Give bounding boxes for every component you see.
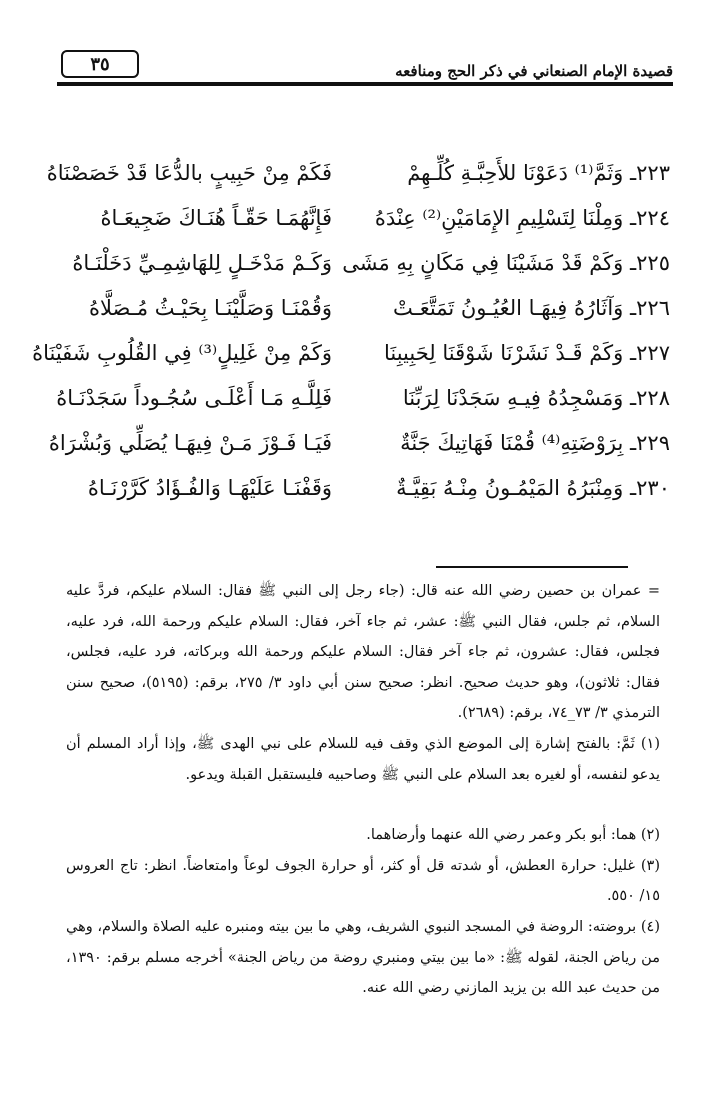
footnote-3: (٣) غليل: حرارة العطش، أو شدته قل أو كثر، أو حرارة الجوف لوعاً وامتعاضاً. انظر: تاج العروس ١٥/ ٥٥٠. xyxy=(66,857,660,905)
verse-second-hemistich: وَقُمْنَـا وَصَلَّيْنَـا بِحَيْـثُ مُـصَلَّاهُ xyxy=(88,295,332,320)
verse-225 xyxy=(40,240,670,285)
footnote-4: (٤) بروضته: الروضة في المسجد النبوي الشريف، وهي ما بين بيته ومنبره عليه الصلاة والسلام، وهي من رياض الجنة، لقوله ﷺ: «ما بين بيتي ومنبري روضة من رياض الجنة» أخرجه مسلم برقم: ١٣٩٠، من حديث عبد الله بن يزيد المازني رضي الله عنه. xyxy=(66,918,660,997)
verse-second-hemistich: وَكَمْ مِنْ غَلِيلٍ⁽³⁾ فِي القُلُوبِ شَفَيْنَاهُ xyxy=(32,340,332,365)
verse-227 xyxy=(32,330,670,375)
page-header xyxy=(57,48,673,88)
verse-223 xyxy=(40,150,670,195)
verse-first-hemistich: ٢٢٤ـ وَمِلْنَا لِتَسْلِيمِ الإِمَامَيْنِ⁽²⁾ عِنْدَهُ xyxy=(374,205,670,230)
header-rule xyxy=(57,82,673,86)
verse-224 xyxy=(40,195,670,240)
verse-second-hemistich: فَلِلَّـهِ مَـا أَعْلَـى سُجُـوداً سَجَدْنَـاهُ xyxy=(56,385,332,410)
verse-226 xyxy=(40,285,670,330)
page-number: ٣٥ xyxy=(61,50,139,78)
footnote-continuation: = عمران بن حصين رضي الله عنه قال: (جاء رجل إلى النبي ﷺ فقال: السلام عليكم، فردَّ عليه السلام، ثم جلس، فقال النبي ﷺ: عشر، ثم جاء آخر، فقال: السلام عليكم ورحمة الله، فرد عليه، فجلس، فقال: عشرون، ثم جاء آخر فقال: السلام عليكم ورحمة الله وبركاته، فرد عليه، فجلس، فقال: ثلاثون)، وهو حديث صحيح. انظر: صحيح سنن أبي داود ٣/ ٢٧٥، برقم: (٥١٩٥)، صحيح سنن الترمذي ٣/ ٧٣_٧٤، برقم: (٢٦٨٩). xyxy=(66,583,661,722)
footnote-gap xyxy=(66,790,660,820)
verse-first-hemistich: ٢٢٦ـ وَآثَارُهُ فِيهَـا العُيُـونُ تَمَتَّعَـتْ xyxy=(392,295,670,320)
verse-second-hemistich: وَكَـمْ مَدْخَـلٍ لِلهَاشِمِـيِّ دَخَلْنَـاهُ xyxy=(72,250,332,275)
verse-first-hemistich: ٢٣٠ـ وَمِنْبَرُهُ المَيْمُـونُ مِنْـهُ بَقِيَّـةٌ xyxy=(396,475,670,500)
footnote-separator xyxy=(436,566,628,568)
verse-second-hemistich: وَقَفْنَـا عَلَيْهَـا وَالفُـؤَادُ كَرَّرْنَـاهُ xyxy=(87,475,332,500)
verse-first-hemistich: ٢٢٥ـ وَكَمْ قَدْ مَشَيْنَا فِي مَكَانٍ بِهِ مَشَى xyxy=(342,250,670,275)
verse-228 xyxy=(40,375,670,420)
footnote-2: (٢) هما: أبو بكر وعمر رضي الله عنهما وأرضاهما. xyxy=(366,827,660,844)
poem-verses xyxy=(32,150,670,510)
verse-first-hemistich: ٢٢٨ـ وَمَسْجِدُهُ فِيـهِ سَجَدْنَا لِرَبِّنَا xyxy=(402,385,670,410)
verse-second-hemistich: فَكَمْ مِنْ حَبِيبٍ بالدُّعَا قَدْ خَصَصْنَاهُ xyxy=(46,160,332,185)
verse-229 xyxy=(40,420,670,465)
running-title: قصيدة الإمام الصنعاني في ذكر الحج ومنافعه xyxy=(395,62,673,80)
verse-second-hemistich: فَإِنَّهُمَـا حَقّـاً هُنَـاكَ ضَجِيعَـاهُ xyxy=(100,205,332,230)
verse-first-hemistich: ٢٢٧ـ وَكَمْ قَـدْ نَشَرْنَا شَوْقَنَا لِحَبِيبِنَا xyxy=(383,340,670,365)
footnote-1: (١) ثَمَّ: بالفتح إشارة إلى الموضع الذي وقف فيه للسلام على نبي الهدى ﷺ، وإذا أراد المسلم أن يدعو لنفسه، أو لغيره بعد السلام على النبي ﷺ وصاحبيه فليستقبل القبلة ويدعو. xyxy=(66,735,660,783)
verse-first-hemistich: ٢٢٩ـ بِرَوْضَتِهِ⁽⁴⁾ قُمْنَا فَهَاتِيكَ جَنَّةٌ xyxy=(400,430,670,455)
verse-230 xyxy=(40,465,670,510)
verse-first-hemistich: ٢٢٣ـ وَثَمَّ⁽¹⁾ دَعَوْنَا للأَحِبَّـةِ كُلِّـهِمْ xyxy=(407,160,670,185)
footnotes xyxy=(66,576,660,1004)
verse-second-hemistich: فَيَـا فَـوْزَ مَـنْ فِيهَـا يُصَلِّي وَبُشْرَاهُ xyxy=(48,430,332,455)
